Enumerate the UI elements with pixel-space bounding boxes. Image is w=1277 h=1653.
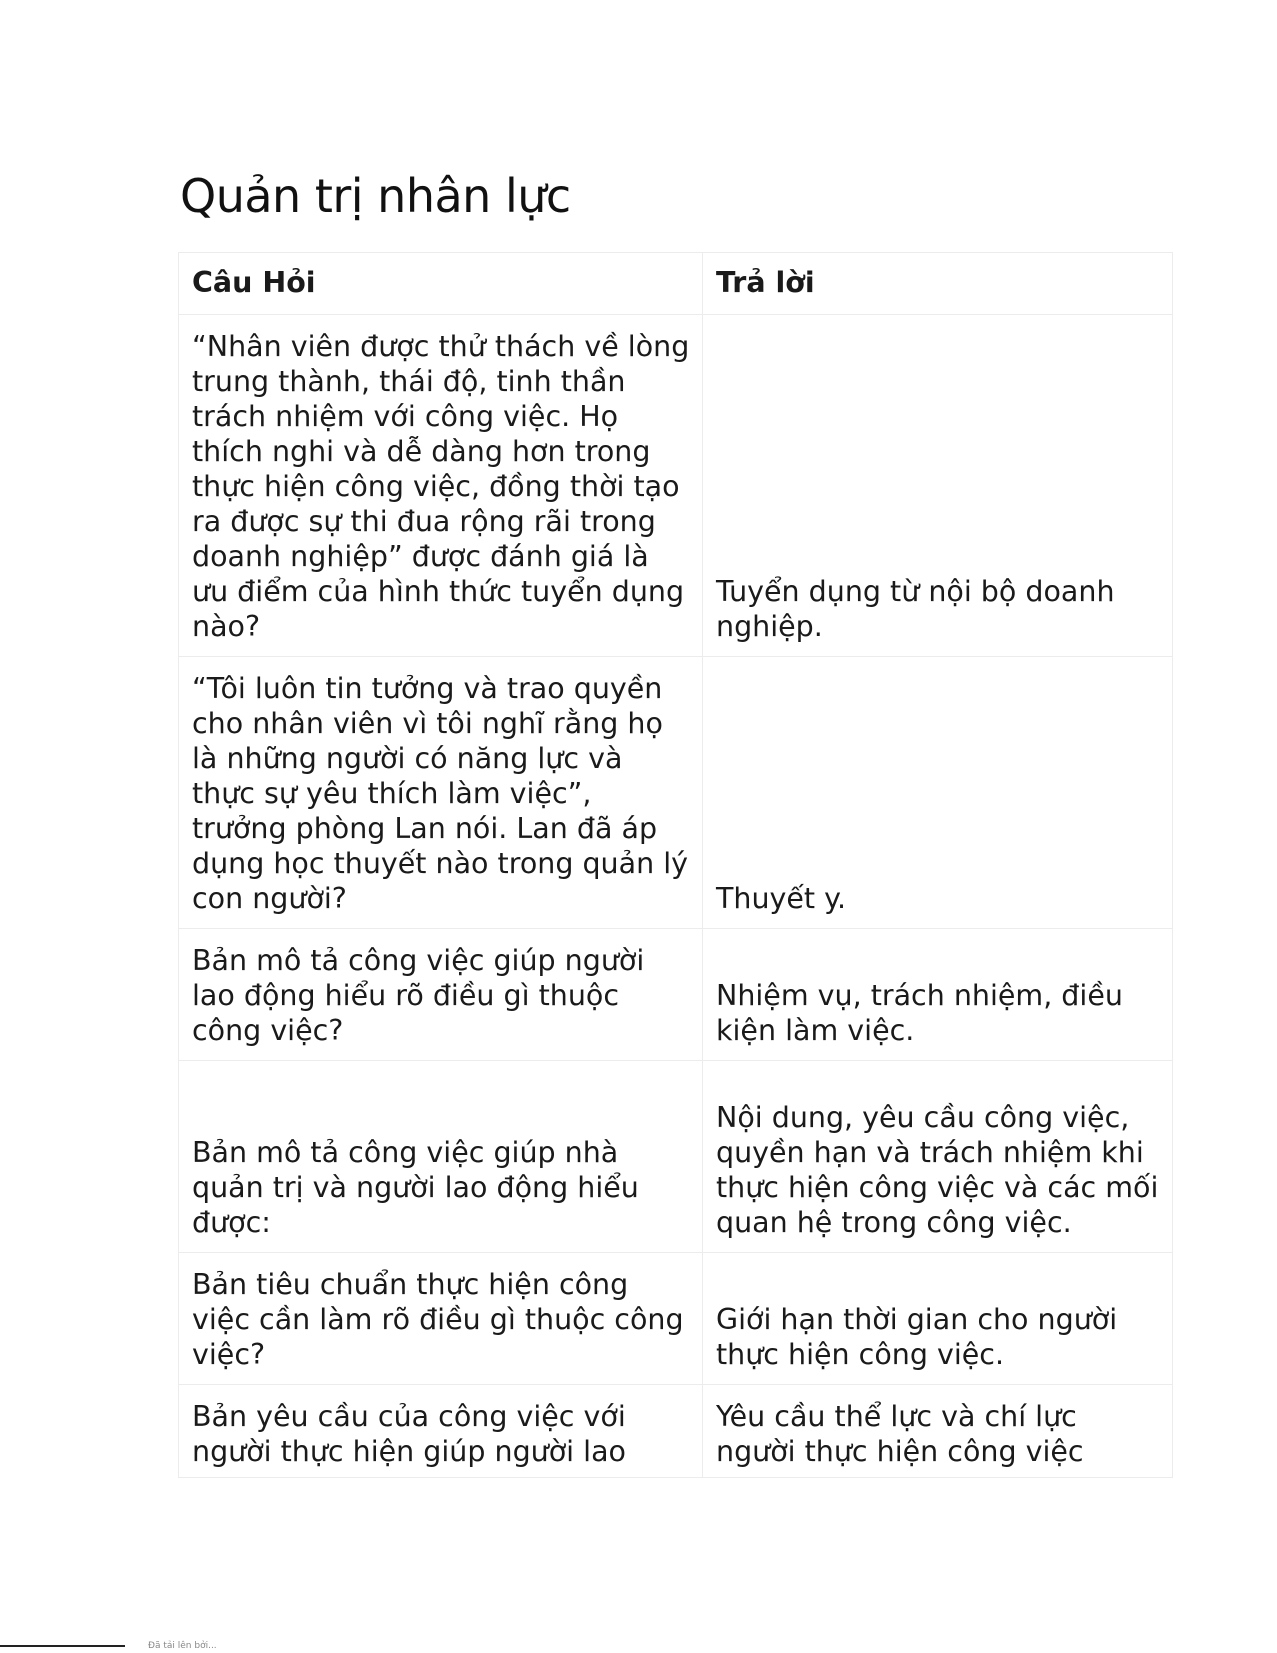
qa-table [178,252,1173,1478]
question-cell: “Nhân viên được thử thách về lòng trung thành, thái độ, tinh thần trách nhiệm với công việc. Họ thích nghi và dễ dàng hơn trong thực hiện công việc, đồng thời tạo ra được sự thi đua rộng rãi trong doanh nghiệp” được đánh giá là ưu điểm của hình thức tuyển dụng nào? [179,315,703,657]
table-row [179,1385,1173,1478]
page-title: Quản trị nhân lực [180,169,571,223]
answer-cell: Giới hạn thời gian cho người thực hiện công việc. [703,1253,1173,1385]
answer-cell: Nhiệm vụ, trách nhiệm, điều kiện làm việc. [703,929,1173,1061]
table-row [179,1253,1173,1385]
question-cell: Bản yêu cầu của công việc với người thực hiện giúp người lao [179,1385,703,1478]
table-row [179,1061,1173,1253]
question-cell: Bản mô tả công việc giúp người lao động hiểu rõ điều gì thuộc công việc? [179,929,703,1061]
answer-cell: Nội dung, yêu cầu công việc, quyền hạn và trách nhiệm khi thực hiện công việc và các mối quan hệ trong công việc. [703,1061,1173,1253]
table-row [179,929,1173,1061]
footer-text: Đã tải lên bởi... [148,1641,217,1651]
answer-cell: Tuyển dụng từ nội bộ doanh nghiệp. [703,315,1173,657]
answer-cell: Yêu cầu thể lực và chí lực người thực hiện công việc [703,1385,1173,1478]
table-row [179,315,1173,657]
question-cell: “Tôi luôn tin tưởng và trao quyền cho nhân viên vì tôi nghĩ rằng họ là những người có năng lực và thực sự yêu thích làm việc”, trưởng phòng Lan nói. Lan đã áp dụng học thuyết nào trong quản lý con người? [179,657,703,929]
answer-cell: Thuyết y. [703,657,1173,929]
question-cell: Bản tiêu chuẩn thực hiện công việc cần làm rõ điều gì thuộc công việc? [179,1253,703,1385]
footer-divider [0,1645,125,1647]
table-header-row [179,253,1173,315]
question-cell: Bản mô tả công việc giúp nhà quản trị và người lao động hiểu được: [179,1061,703,1253]
column-header-question: Câu Hỏi [179,253,703,315]
column-header-answer: Trả lời [703,253,1173,315]
table-row [179,657,1173,929]
